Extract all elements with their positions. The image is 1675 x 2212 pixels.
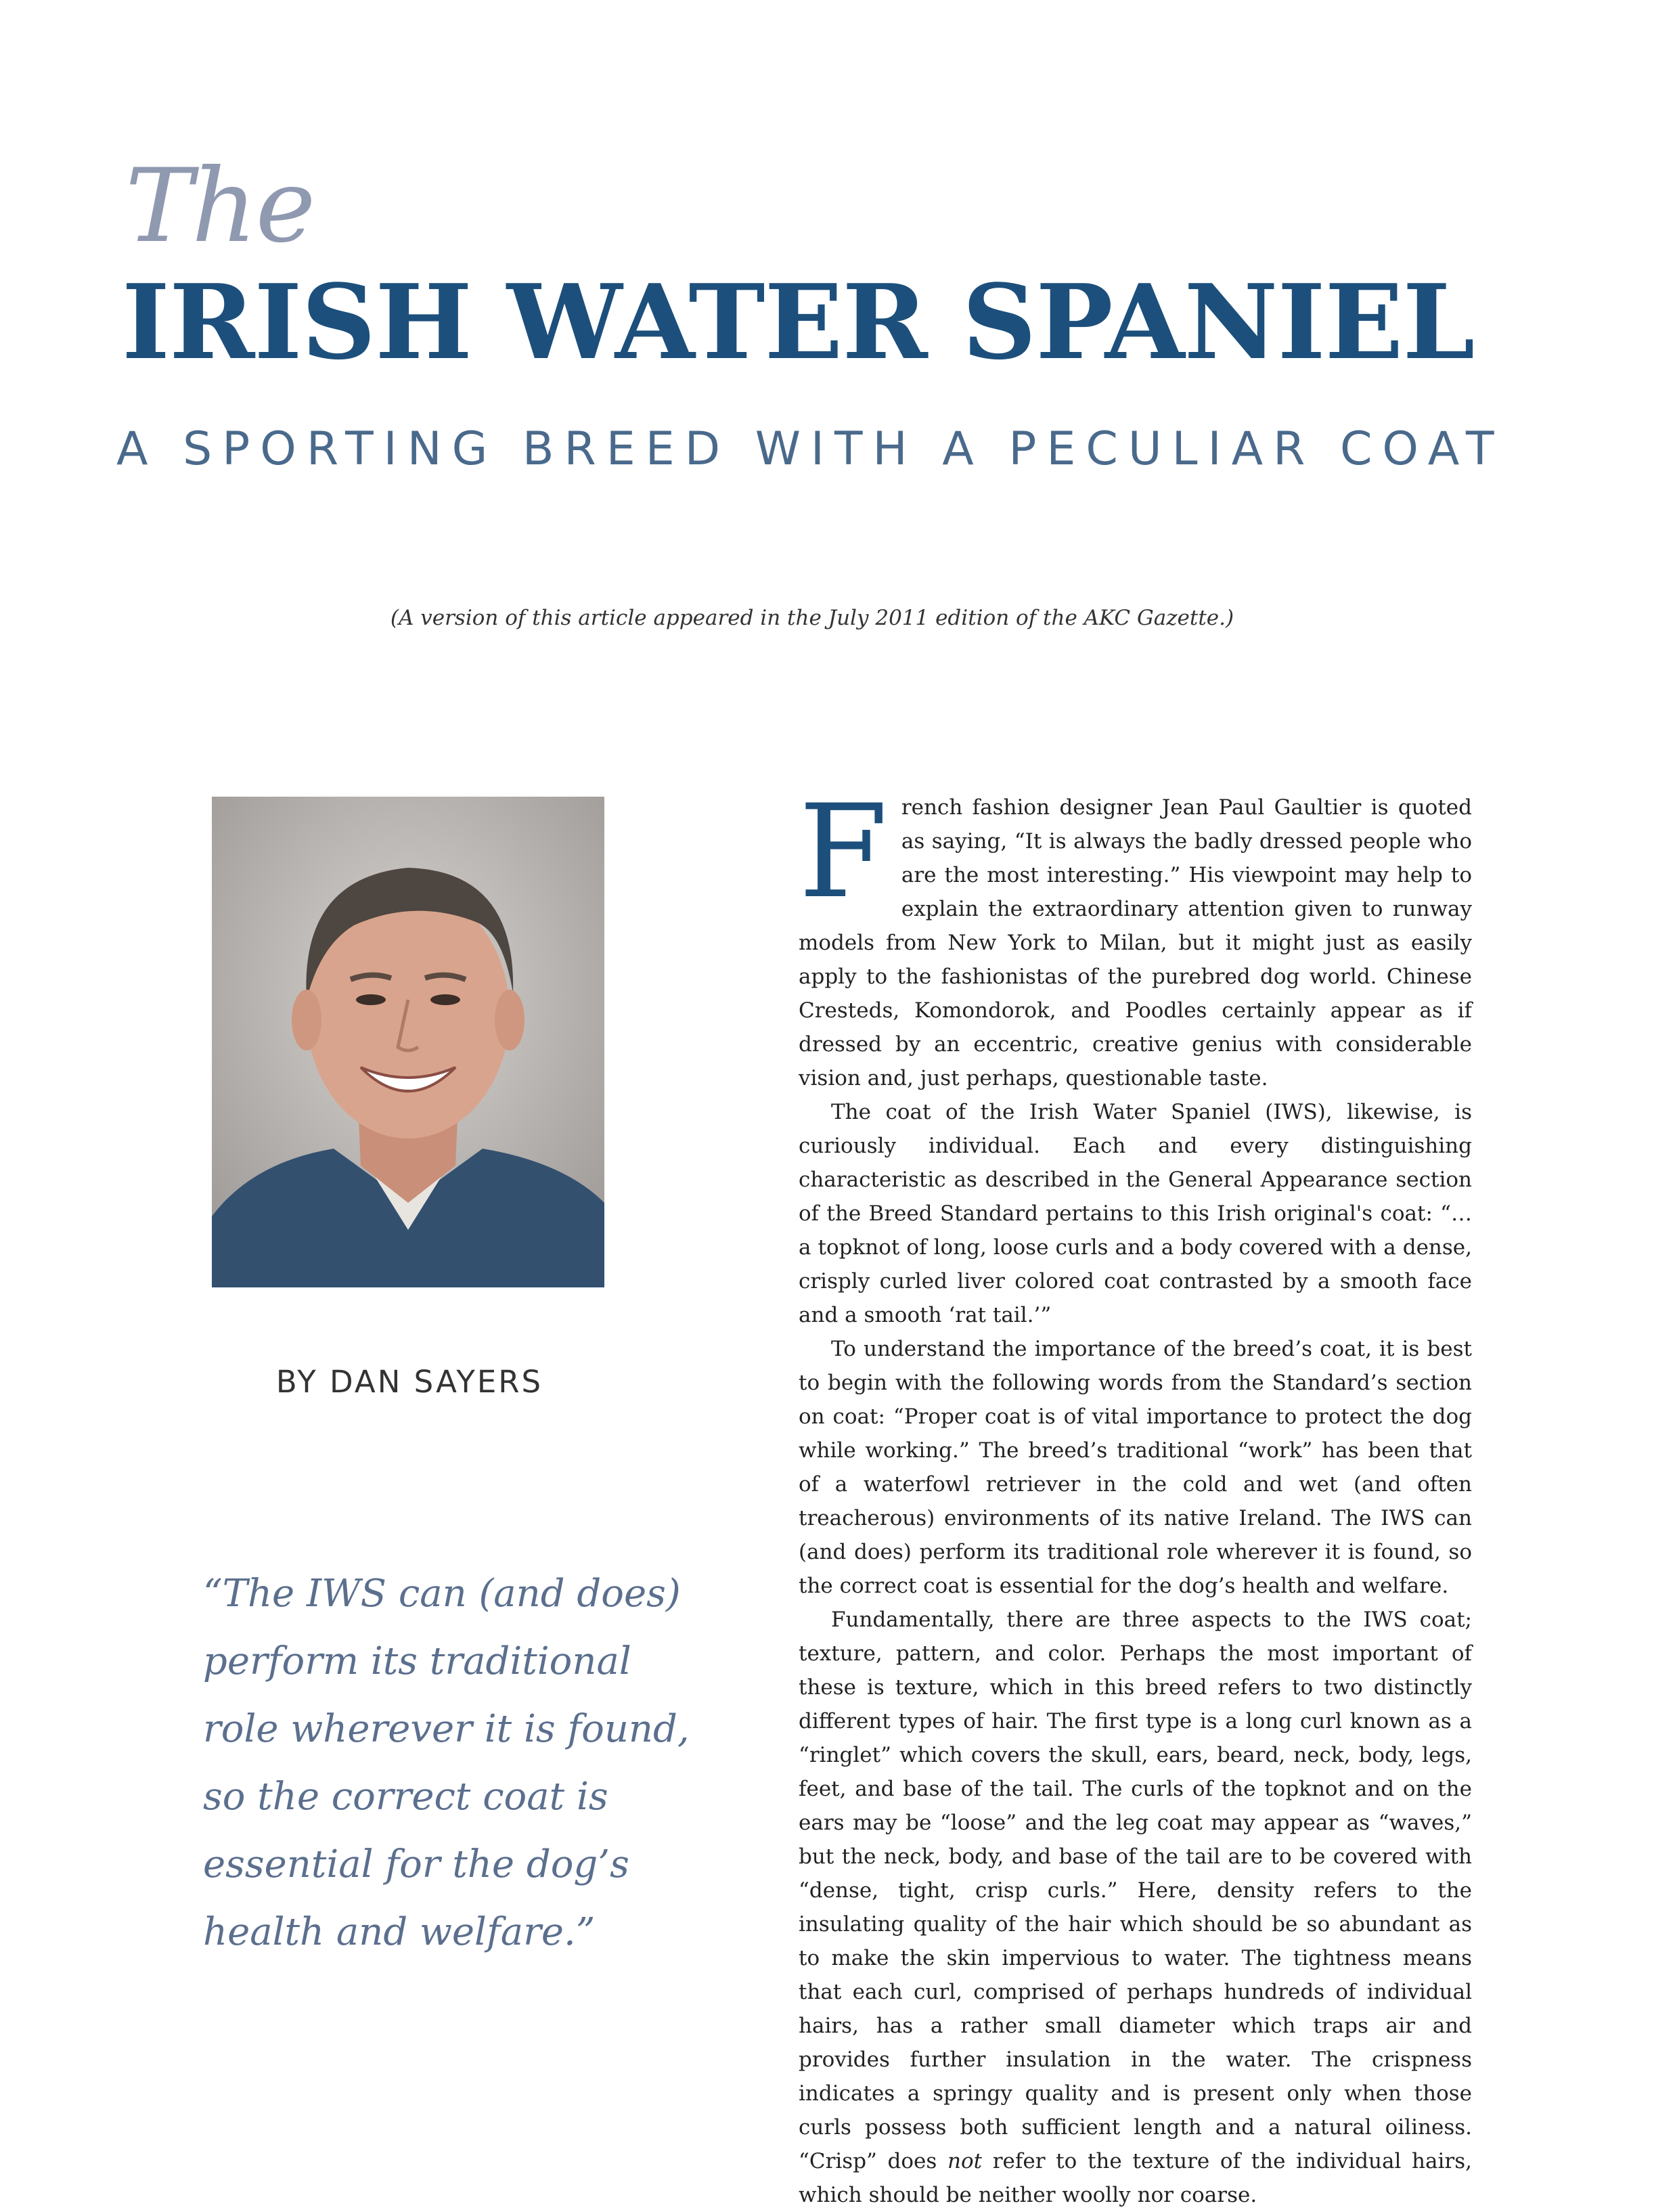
author-photo: [212, 797, 604, 1287]
page-title: IRISH WATER SPANIEL: [122, 261, 1475, 382]
pull-quote-line: essential for the dog’s: [203, 1842, 629, 1886]
pull-quote-line: health and welfare.”: [203, 1910, 596, 1954]
page-subtitle: A SPORTING BREED WITH A PECULIAR COAT: [116, 422, 1504, 476]
pull-quote-line: role wherever it is found,: [203, 1707, 690, 1751]
pull-quote-line: so the correct coat is: [203, 1775, 608, 1819]
article-body: [799, 777, 1472, 2212]
article-paragraph: The coat of the Irish Water Spaniel (IWS), likewise, is curiously individual. Each and every distinguishing characteristic as described in the General Appearance section of the Breed Standard pertains to this Irish original's coat: “… a topknot of long, loose curls and a body covered with a dense, crisply curled liver colored coat contrasted by a smooth face and a smooth ‘rat tail.’”: [799, 1100, 1472, 1327]
pull-quote-line: perform its traditional: [203, 1639, 631, 1683]
publication-note: (A version of this article appeared in the July 2011 edition of the AKC Gazette.): [390, 606, 1234, 630]
article-paragraph: [799, 777, 1472, 1095]
pull-quote-line: “The IWS can (and does): [203, 1572, 681, 1616]
emphasis-text: not: [947, 2149, 983, 2173]
article-paragraph: To understand the importance of the breed’s coat, it is best to begin with the following words from the Standard’s section on coat: “Proper coat is of vital importance to protect the dog while working.” The breed’s traditional “work” has been that of a waterfowl retriever in the cold and wet (and often treacherous) environments of its native Ireland. The IWS can (and does) perform its traditional role wherever it is found, so the correct coat is essential for the dog’s health and welfare.: [799, 1337, 1472, 1598]
author-portrait-image: [212, 797, 604, 1287]
paragraph-text: rench fashion designer Jean Paul Gaultier is quoted as saying, “It is always the badly dressed people who are the most interesting.” His viewpoint may help to explain the extraordinary attention given to runway models from New York to Milan, but it might just as easily apply to the fashionistas of the purebred dog world. Chinese Cresteds, Komondorok, and Poodles certainly appear as if dressed by an eccentric, creative genius with considerable vision and, just perhaps, questionable taste.: [799, 795, 1472, 1090]
author-byline: BY DAN SAYERS: [275, 1364, 543, 1400]
pull-quote: [203, 1560, 690, 1966]
paragraph-text: refer to the texture of the individual hairs, which should be neither woolly nor coarse.: [799, 2149, 1472, 2207]
article-paragraph: [799, 1603, 1472, 2212]
paragraph-text: Fundamentally, there are three aspects to the IWS coat; texture, pattern, and color. Perhaps the most important of these is texture, which in this breed refers to two distinctly different types of hair. The first type is a long curl known as a “ringlet” which covers the skull, ears, beard, neck, body, legs, feet, and base of the tail. The curls of the topknot and on the ears may be “loose” and the leg coat may appear as “waves,” but the neck, body, and base of the tail are to be covered with “dense, tight, crisp curls.” Here, density refers to the insulating quality of the hair which should be so abundant as to make the skin impervious to water. The tightness means that each curl, comprised of perhaps hundreds of individual hairs, has a rather small diameter which traps air and provides further insulation in the water. The crispness indicates a springy quality and is present only when those curls possess both sufficient length and a natural oiliness. “Crisp” does: [799, 1608, 1472, 2173]
drop-cap: F: [799, 777, 888, 927]
title-prefix: The: [125, 148, 315, 265]
